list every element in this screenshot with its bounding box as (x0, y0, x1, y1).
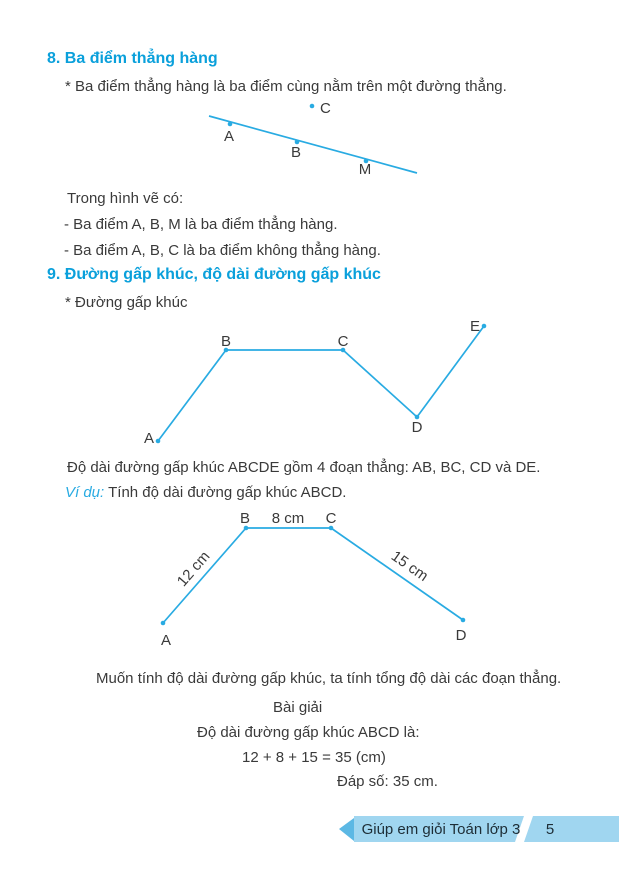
point-a-dot (161, 621, 166, 626)
length-statement: Độ dài đường gấp khúc ABCDE gồm 4 đoạn thẳng: AB, BC, CD và DE. (67, 459, 541, 476)
broken-line-subtitle: * Đường gấp khúc (65, 294, 188, 311)
point-a-dot (156, 439, 161, 444)
section-8-definition: * Ba điểm thẳng hàng là ba điểm cùng nằm trên một đường thẳng. (65, 78, 507, 95)
point-e-dot (482, 324, 487, 329)
point-d-label: D (411, 419, 423, 436)
example-text: Tính độ dài đường gấp khúc ABCD. (108, 484, 347, 501)
broken-line-abcde-diagram (140, 315, 500, 455)
broken-line-abcd-diagram (145, 508, 485, 653)
point-c-label: C (320, 100, 331, 117)
point-a-label: A (223, 128, 235, 145)
footer-arrow-icon (339, 818, 354, 841)
point-a-dot (228, 122, 233, 127)
point-b-label: B (220, 333, 232, 350)
broken-line-path (158, 326, 484, 441)
straight-line (209, 116, 417, 173)
solution-answer: Đáp số: 35 cm. (337, 773, 438, 790)
point-b-label: B (290, 144, 302, 161)
point-e-label: E (469, 318, 480, 335)
footer-book-title: Giúp em giỏi Toán lớp 3 (361, 821, 521, 838)
point-d-dot (461, 618, 466, 623)
figure-intro: Trong hình vẽ có: (67, 190, 184, 207)
non-collinear-statement: - Ba điểm A, B, C là ba điểm không thẳng hàng. (64, 242, 381, 259)
point-c-label: C (337, 333, 349, 350)
example-label: Ví dụ: (65, 484, 105, 501)
point-m-label: M (358, 161, 372, 178)
measure-cd-label: 15 cm (387, 547, 432, 585)
collinear-statement: - Ba điểm A, B, M là ba điểm thẳng hàng. (64, 216, 338, 233)
point-d-label: D (455, 627, 467, 644)
point-b-label: B (239, 510, 251, 527)
measure-ab-label: 12 cm (173, 548, 214, 591)
measure-bc-label: 8 cm (271, 510, 305, 527)
rule-statement: Muốn tính độ dài đường gấp khúc, ta tính tổng độ dài các đoạn thẳng. (96, 670, 562, 687)
point-a-label: A (143, 430, 155, 447)
example-line (65, 483, 346, 502)
footer-page-number: 5 (545, 821, 555, 838)
section-9-heading: 9. Đường gấp khúc, độ dài đường gấp khúc (47, 266, 381, 283)
collinear-points-diagram (180, 95, 430, 190)
point-c-label: C (325, 510, 337, 527)
section-8-heading: 8. Ba điểm thẳng hàng (47, 50, 218, 67)
footer-banner (330, 808, 619, 848)
point-c-dot (310, 104, 315, 109)
solution-title: Bài giải (273, 699, 323, 716)
solution-statement: Độ dài đường gấp khúc ABCD là: (197, 724, 420, 741)
point-a-label: A (160, 632, 172, 649)
solution-equation: 12 + 8 + 15 = 35 (cm) (242, 749, 386, 766)
